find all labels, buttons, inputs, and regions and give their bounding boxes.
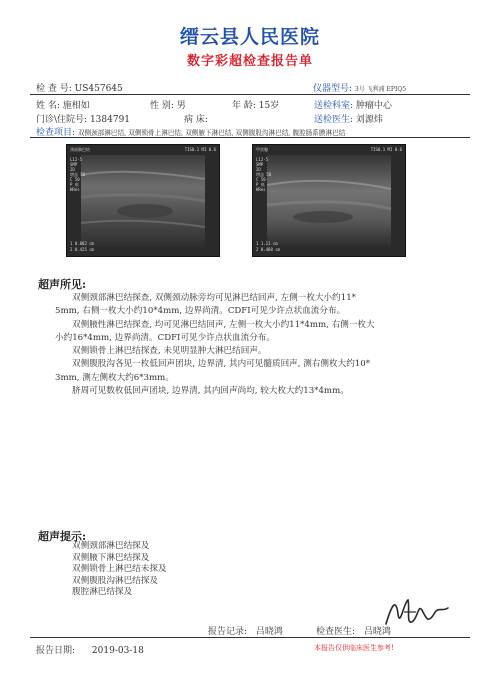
image-1-param: P 低 (70, 182, 79, 187)
findings-title: 超声所见: (38, 278, 87, 291)
findings-line: 双侧腋性淋巴结探查, 均可见淋巴结回声, 左侧一枚大小约11*4mm, 右侧一枚大 (72, 319, 375, 330)
conclusion-line: 双侧锁骨上淋巴结未探及 (72, 564, 167, 575)
referring-doctor-field (314, 112, 383, 125)
department-label: 送检科室: (314, 101, 354, 111)
ultrasound-scan-texture (253, 145, 405, 256)
image-2-param: L12-5 (256, 157, 269, 162)
findings-line: 双侧锁骨上淋巴结探查, 未见明显肿大淋巴结回声。 (72, 346, 267, 357)
ultrasound-scan-texture (67, 145, 219, 256)
report-date-value: 2019-03-18 (91, 646, 144, 656)
image-2-param: 2D (256, 167, 261, 172)
exam-doctor-field (316, 624, 391, 637)
conclusion-line: 双侧腹股沟淋巴结探及 (72, 575, 158, 586)
divider (30, 137, 470, 138)
findings-line: 双侧颈部淋巴结探查, 双侧颈动脉旁均可见淋巴结回声, 左侧一枚大小约11* (72, 293, 356, 303)
report-date-label: 报告日期: (36, 646, 76, 656)
referring-doctor-label: 送检医生: (314, 115, 354, 125)
conclusion-line: 腹腔淋巴结探及 (72, 587, 133, 598)
findings-line: 小约16*4mm, 边界尚清。CDFI可见少许点状血流分布。 (55, 332, 275, 343)
image-1-measure-2: 2 0.425 cm (70, 247, 95, 252)
gender-label: 性 别: (150, 101, 174, 111)
divider (30, 94, 470, 95)
doctor-signature (382, 594, 452, 632)
image-1-label: 颈部淋巴结 (70, 147, 90, 152)
findings-body (55, 292, 475, 398)
image-1-param: 增益 56 (70, 172, 86, 177)
bed-field (184, 112, 208, 125)
device-label: 仪器型号: (313, 84, 353, 94)
conclusion-line: 双侧腋下淋巴结探及 (72, 552, 150, 563)
image-2-label: 甲状腺 (256, 147, 268, 152)
image-2-params (256, 157, 271, 192)
image-1-index: TIS0.1 MI 0.6 (184, 147, 216, 152)
conclusion-title: 超声提示: (38, 530, 87, 543)
conclusion-body (72, 541, 332, 599)
image-1-measure-1: 1 0.882 cm (70, 241, 95, 246)
ultrasound-image-1 (66, 144, 220, 257)
image-1-params (70, 157, 85, 192)
divider (30, 637, 470, 638)
disclaimer: 本报告仅供临床医生参考! (314, 644, 394, 652)
report-title: 数字彩超检查报告单 (186, 54, 313, 69)
ultrasound-image-2 (252, 144, 406, 257)
recorder-label: 报告记录: (208, 627, 248, 637)
exam-number-label: 检 查 号: (36, 84, 72, 94)
image-2-measure-2: 2 0.488 cm (256, 247, 281, 252)
patient-name-field (36, 98, 90, 111)
exam-doctor-value: 吕晓鸿 (363, 627, 391, 637)
age-value: 15岁 (258, 101, 280, 111)
device-value: 3号 飞利浦 EPIQ5 (354, 86, 407, 93)
bed-label: 病 床: (184, 115, 208, 125)
image-2-param: 增益 58 (256, 172, 272, 177)
age-label: 年 龄: (232, 101, 256, 111)
image-1-param: C 50 (70, 177, 80, 182)
image-2-param: C 50 (256, 177, 266, 182)
exam-doctor-label: 检查医生: (316, 627, 356, 637)
recorder-field (208, 624, 283, 637)
gender-field (150, 98, 186, 111)
patient-name-value: 施相如 (62, 101, 90, 111)
image-2-param: P 低 (256, 182, 265, 187)
patient-name-label: 姓 名: (36, 101, 60, 111)
outpatient-field (36, 112, 130, 125)
report-date-field (36, 643, 144, 656)
hospital-name: 缙云县人民医院 (179, 26, 320, 48)
image-1-param: HRes (70, 187, 80, 192)
outpatient-label: 门诊\住院号: (36, 115, 88, 125)
findings-line: 5mm, 右侧一枚大小约10*4mm, 边界尚清。CDFI可见少许点状血流分布。 (55, 306, 346, 317)
image-2-measure-1: 1 1.11 cm (256, 241, 278, 246)
image-1-param: SMP (70, 162, 78, 167)
findings-line: 脐周可见数枚低回声团块, 边界清, 其内回声尚均, 较大枚大约13*4mm。 (72, 386, 349, 397)
image-2-index: TIS0.1 MI 0.6 (370, 147, 402, 152)
exam-items-label: 检查项目: (36, 128, 76, 138)
conclusion-line: 双侧颈部淋巴结探及 (72, 541, 150, 551)
device-field (313, 81, 406, 94)
exam-number-value: US457645 (74, 84, 123, 94)
findings-line: 双侧腹股沟各见一枚低回声团块, 边界清, 其内可见髓质回声, 测右侧枚大约10* (72, 359, 371, 370)
exam-number-field (36, 81, 123, 94)
findings-line: 3mm, 测左侧枚大约6*3mm。 (55, 372, 174, 383)
department-value: 肿瘤中心 (355, 101, 392, 111)
image-1-param: L12-5 (70, 157, 83, 162)
gender-value: 男 (176, 101, 186, 111)
referring-doctor-value: 刘源炜 (355, 115, 383, 125)
image-2-param: SMP (256, 162, 264, 167)
image-1-param: 2D (70, 167, 75, 172)
outpatient-value: 1384791 (89, 115, 131, 125)
exam-items-value: 双侧颈部淋巴结, 双侧锁骨上淋巴结, 双侧腋下淋巴结, 双侧腹股沟淋巴结, 腹腔肠系膜淋巴结 (77, 129, 346, 137)
department-field (314, 98, 392, 111)
age-field (232, 98, 279, 111)
image-2-param: HRes (256, 187, 266, 192)
recorder-value: 吕晓鸿 (255, 627, 283, 637)
